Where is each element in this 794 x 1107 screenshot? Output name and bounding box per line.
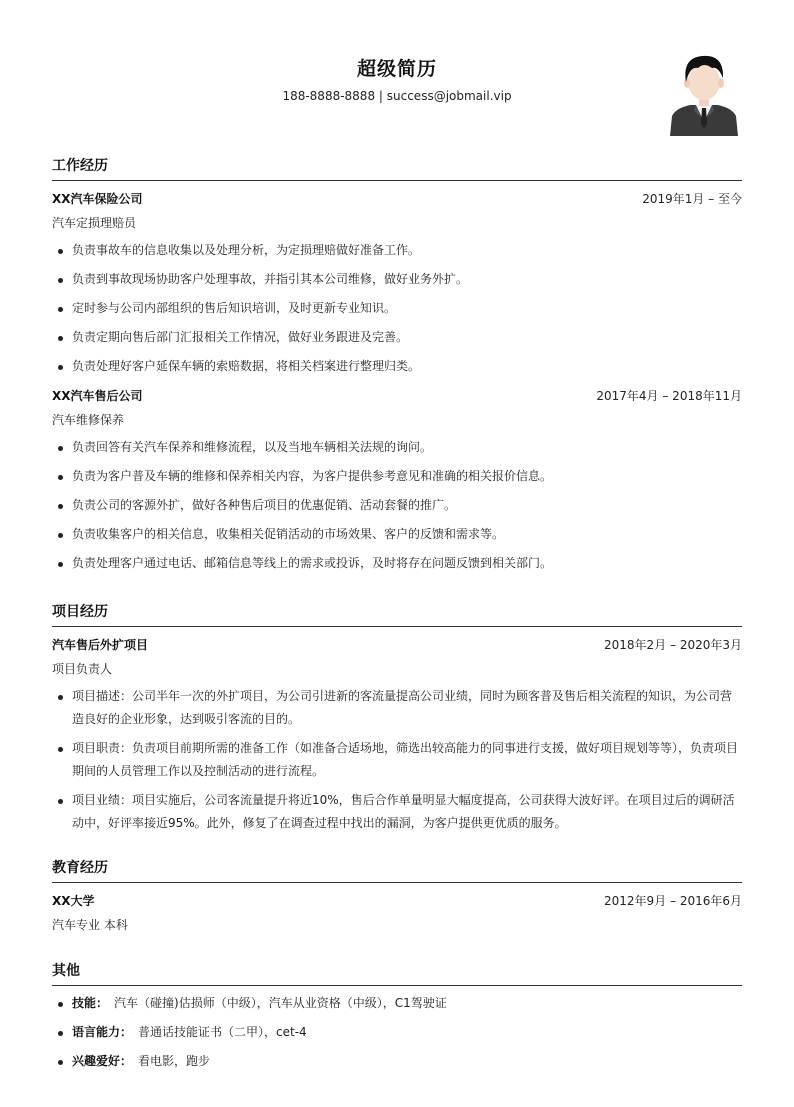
avatar: [668, 52, 740, 136]
resume-name: 超级简历: [356, 58, 437, 80]
list-item: 负责定期向售后部门汇报相关工作情况，做好业务跟进及完善。: [52, 326, 742, 349]
school-name: XX大学: [52, 894, 95, 908]
list-item: 负责收集客户的相关信息，收集相关促销活动的市场效果、客户的反馈和需求等。: [52, 523, 742, 546]
list-item: 负责事故车的信息收集以及处理分析，为定损理赔做好准备工作。: [52, 239, 742, 262]
work-date: 2017年4月 – 2018年11月: [596, 389, 742, 403]
list-item: 项目描述：公司半年一次的外扩项目，为公司引进新的客流量提高公司业绩，同时为顾客普及售后相关流程的知识，为公司营造良好的企业形象，达到吸引客流的目的。: [52, 685, 742, 731]
project-date: 2018年2月 – 2020年3月: [604, 638, 742, 652]
project-section: [52, 599, 742, 841]
list-item: 负责公司的客源外扩，做好各种售后项目的优惠促销、活动套餐的推广。: [52, 494, 742, 517]
work-entry: [52, 187, 742, 378]
list-item: [52, 1021, 742, 1044]
language-value: 普通话技能证书（二甲），cet-4: [138, 1025, 307, 1039]
list-item: 负责处理客户通过电话、邮箱信息等线上的需求或投诉，及时将存在问题反馈到相关部门。: [52, 552, 742, 575]
list-item: 项目职责：负责项目前期所需的准备工作（如准备合适场地，筛选出较高能力的同事进行支援，做好项目规划等等），负责项目期间的人员管理工作以及控制活动的进行流程。: [52, 737, 742, 783]
project-name: 汽车售后外扩项目: [52, 638, 149, 652]
hobby-label: 兴趣爱好：: [72, 1054, 133, 1068]
hobby-value: 看电影，跑步: [138, 1054, 211, 1068]
list-item: 负责为客户普及车辆的维修和保养相关内容，为客户提供参考意见和准确的相关报价信息。: [52, 465, 742, 488]
list-item: 定时参与公司内部组织的售后知识培训，及时更新专业知识。: [52, 297, 742, 320]
education-detail: 汽车专业 本科: [52, 918, 128, 932]
project-role: 项目负责人: [52, 662, 113, 676]
skill-value: 汽车（碰撞)估损师（中级），汽车从业资格（中级），C1驾驶证: [114, 996, 447, 1010]
list-item: [52, 1050, 742, 1073]
list-item: 负责到事故现场协助客户处理事故，并指引其本公司维修，做好业务外扩。: [52, 268, 742, 291]
education-date: 2012年9月 – 2016年6月: [604, 894, 742, 908]
other-section-title: 其他: [52, 958, 742, 986]
education-section: [52, 855, 742, 937]
work-section: [52, 153, 742, 581]
work-role: 汽车定损理赔员: [52, 216, 137, 230]
language-label: 语言能力：: [72, 1025, 133, 1039]
work-entry: [52, 384, 742, 575]
list-item: 负责回答有关汽车保养和维修流程，以及当地车辆相关法规的询问。: [52, 436, 742, 459]
work-org: XX汽车售后公司: [52, 389, 143, 403]
work-role: 汽车维修保养: [52, 413, 125, 427]
list-item: [52, 992, 742, 1015]
project-section-title: 项目经历: [52, 599, 742, 627]
list-item: 项目业绩：项目实施后，公司客流量提升将近10%，售后合作单量明显大幅度提高，公司获得大波好评。在项目过后的调研活动中，好评率接近95%。此外，修复了在调查过程中找出的漏洞，为客户提供更优质的服务。: [52, 789, 742, 835]
other-section: [52, 958, 742, 1079]
contact-info: 188-8888-8888 | success@jobmail.vip: [282, 89, 512, 103]
work-org: XX汽车保险公司: [52, 192, 143, 206]
work-section-title: 工作经历: [52, 153, 742, 181]
education-section-title: 教育经历: [52, 855, 742, 883]
list-item: 负责处理好客户延保车辆的索赔数据，将相关档案进行整理归类。: [52, 355, 742, 378]
work-date: 2019年1月 – 至今: [642, 192, 742, 206]
skill-label: 技能：: [72, 996, 109, 1010]
